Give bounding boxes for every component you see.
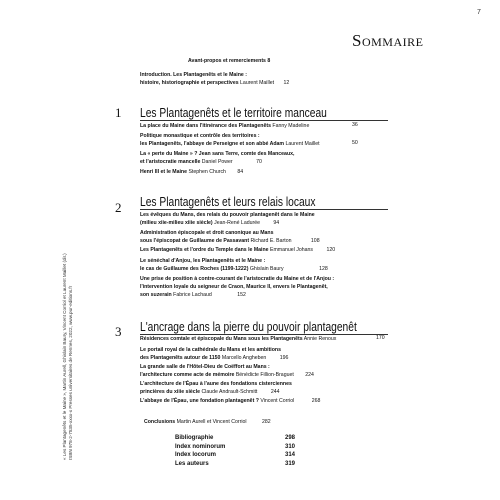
part-1-entry-2 (140, 132, 320, 148)
back-matter-item (175, 460, 295, 469)
part-2-entry-2-page: 108 (310, 238, 320, 244)
part-3-entry-1-page: 170 (376, 335, 385, 341)
conclusions-author: Martin Aurell et Vincent Corriol (176, 419, 247, 425)
entry-author: Laurent Maillet (285, 141, 320, 147)
back-matter-label: Les auteurs (175, 460, 209, 467)
entry-title-line-1: Politique monastique et contrôle des territoires : (140, 133, 260, 139)
entry-author: Daniel Power (201, 159, 233, 165)
part-1-entry-1 (140, 122, 309, 130)
part-1-entry-3-page: 70 (256, 159, 262, 165)
part-1-entry-2-page: 50 (352, 140, 358, 146)
part-1-entry-4-page: 84 (237, 169, 244, 175)
side-text-line-1: « Les Plantagenêts et le Maine », Martin Aurell, Ghislain Baury, Vincent Corriol et Laurent Maillet (dir.) (62, 253, 67, 460)
entry-title-line-1: Administration épiscopale et droit canonique au Mans (140, 230, 274, 236)
part-1-entry-3 (140, 150, 294, 166)
entry-title-line-2: l'architecture comme acte de mémoire (140, 372, 235, 378)
introduction-line-2: histoire, historiographie et perspectives (140, 80, 239, 86)
back-matter-label: Index nominorum (175, 443, 226, 450)
entry-title-line-1: Le sénéchal d'Anjou, les Plantagenêts et le Maine : (140, 258, 266, 264)
entry-title-line-2: princières du xiiie siècle (140, 389, 200, 395)
introduction-author: Laurent Maillet (240, 80, 275, 86)
back-matter-label: Bibliographie (175, 435, 214, 441)
entry-title-line-1: Les évêques du Mans, des relais du pouvoir plantagenêt dans le Maine (140, 212, 315, 218)
part-3-entry-2 (140, 346, 288, 362)
part-3-entry-4 (140, 380, 292, 396)
back-matter-page: 319 (285, 460, 296, 467)
part-3-entry-2-page: 196 (279, 355, 289, 361)
introduction-page: 12 (283, 80, 290, 86)
part-2-entry-2 (140, 229, 320, 245)
entry-title: Les Plantagenêts et l'ordre du Temple dans le Maine (140, 247, 269, 253)
entry-author: Stephen Church (188, 169, 226, 175)
avant-propos-label: Avant-propos et remerciements (188, 58, 266, 64)
part-3-number: 3 (115, 324, 122, 339)
part-2-entry-4-page: 128 (319, 266, 328, 272)
part-3-entry-3-page: 224 (305, 372, 314, 378)
back-matter-list (175, 434, 295, 468)
entry-title-line-3: son suzerain (140, 292, 172, 298)
part-2-entry-3 (140, 246, 335, 254)
entry-author: Fanny Madeline (272, 123, 310, 129)
page-number: 7 (477, 9, 481, 16)
entry-title-line-2: sous l'épiscopat de Guillaume de Passavant (140, 238, 250, 244)
introduction-line-1: Introduction. Les Plantagenêts et le Maine : (140, 72, 247, 78)
part-2-title: Les Plantagenêts et leurs relais locaux (140, 195, 316, 209)
avant-propos-entry (188, 57, 270, 65)
entry-author: Bénédicte Fillion-Braguet (235, 372, 294, 378)
entry-title-line-2: l'intervention loyale du seigneur de Craon, Maurice II, envers le Plantagenêt, (140, 284, 328, 290)
back-matter-item (175, 434, 295, 443)
entry-author: Vincent Corriol (260, 398, 295, 404)
part-2-entry-4 (140, 257, 328, 273)
entry-title-line-1: La « perte du Maine » ? Jean sans Terre, comte des Manceaux, (140, 151, 295, 157)
entry-author: Ghislain Baury (249, 266, 284, 272)
entry-title-line-1: La grande salle de l'Hôtel-Dieu de Coëffort au Mans : (140, 364, 270, 370)
part-2-entry-1-page: 94 (273, 220, 280, 226)
entry-title-line-2: des Plantagenêts autour de 1150 (140, 355, 221, 361)
conclusions-entry (144, 418, 271, 426)
entry-title-line-2: (milieu xiie-milieu xiiie siècle) (140, 220, 213, 226)
entry-title: L'abbaye de l'Épau, une fondation plantagenêt ? (140, 398, 259, 404)
part-2-entry-5-page: 152 (237, 292, 246, 298)
part-3-entry-3 (140, 363, 314, 379)
entry-author: Marcello Angheben (221, 355, 267, 361)
page-title: Sommaire (352, 31, 424, 50)
back-matter-page: 298 (285, 435, 296, 441)
side-copyright-text (62, 253, 74, 460)
part-3-entry-4-page: 244 (270, 389, 280, 395)
entry-title-line-2: les Plantagenêts, l'abbaye de Perseigne et son abbé Adam (140, 141, 285, 147)
part-2-entry-5 (140, 275, 334, 299)
part-1-entry-4 (140, 168, 243, 176)
back-matter-label: Index locorum (175, 452, 217, 458)
back-matter-page: 310 (285, 443, 296, 450)
entry-author: Emmanuel Johans (270, 247, 313, 253)
conclusions-label: Conclusions (144, 419, 176, 425)
entry-author: Claude Andrault-Schmitt (201, 389, 258, 395)
entry-title-line-1: L'architecture de l'Épau à l'aune des fondations cisterciennes (140, 381, 292, 387)
entry-title: Résidences comtale et épiscopale du Mans sous les Plantagenêts (140, 336, 303, 342)
entry-author: Annie Renoux (303, 336, 337, 342)
part-3-entry-5 (140, 397, 320, 405)
back-matter-page: 314 (285, 452, 296, 458)
entry-title-line-2: le cas de Guillaume des Roches (1199-1222) (140, 266, 249, 272)
part-1-rule (140, 120, 388, 121)
part-1-entry-1-page: 36 (352, 122, 358, 128)
part-1-number: 1 (115, 105, 122, 120)
conclusions-page: 282 (262, 419, 271, 425)
back-matter-item (175, 451, 295, 460)
entry-author: Jean-René Ladurée (214, 220, 260, 226)
part-3-title: L'ancrage dans la pierre du pouvoir plantagenêt (140, 320, 357, 334)
part-1-title: Les Plantagenêts et le territoire manceau (140, 106, 327, 120)
entry-title: Henri III et le Maine (140, 169, 187, 175)
entry-title: La place du Maine dans l'itinérance des Plantagenêts (140, 123, 271, 129)
part-2-entry-1 (140, 211, 315, 227)
part-3-entry-5-page: 268 (311, 398, 321, 404)
side-text-line-2: ISBN 978-2-7535-xxxx-x Presses universitaires de Rennes, 2022, www.pur-editions.fr (68, 285, 73, 460)
back-matter-item (175, 443, 295, 452)
entry-author: Fabrice Lachaud (173, 292, 212, 298)
part-3-entry-1 (140, 335, 336, 343)
part-2-entry-3-page: 120 (326, 247, 336, 253)
entry-title-line-1: Une prise de position à contre-courant de l'aristocratie du Maine et de l'Anjou : (140, 276, 335, 282)
part-2-rule (140, 209, 388, 210)
part-2-number: 2 (115, 200, 122, 215)
entry-title-line-1: Le portail royal de la cathédrale du Mans et les ambitions (140, 347, 281, 353)
avant-propos-page: 8 (267, 58, 271, 64)
introduction-entry (140, 71, 289, 87)
entry-author: Richard E. Barton (250, 238, 292, 244)
entry-title-line-2: et l'aristocratie mancelle (140, 159, 201, 165)
